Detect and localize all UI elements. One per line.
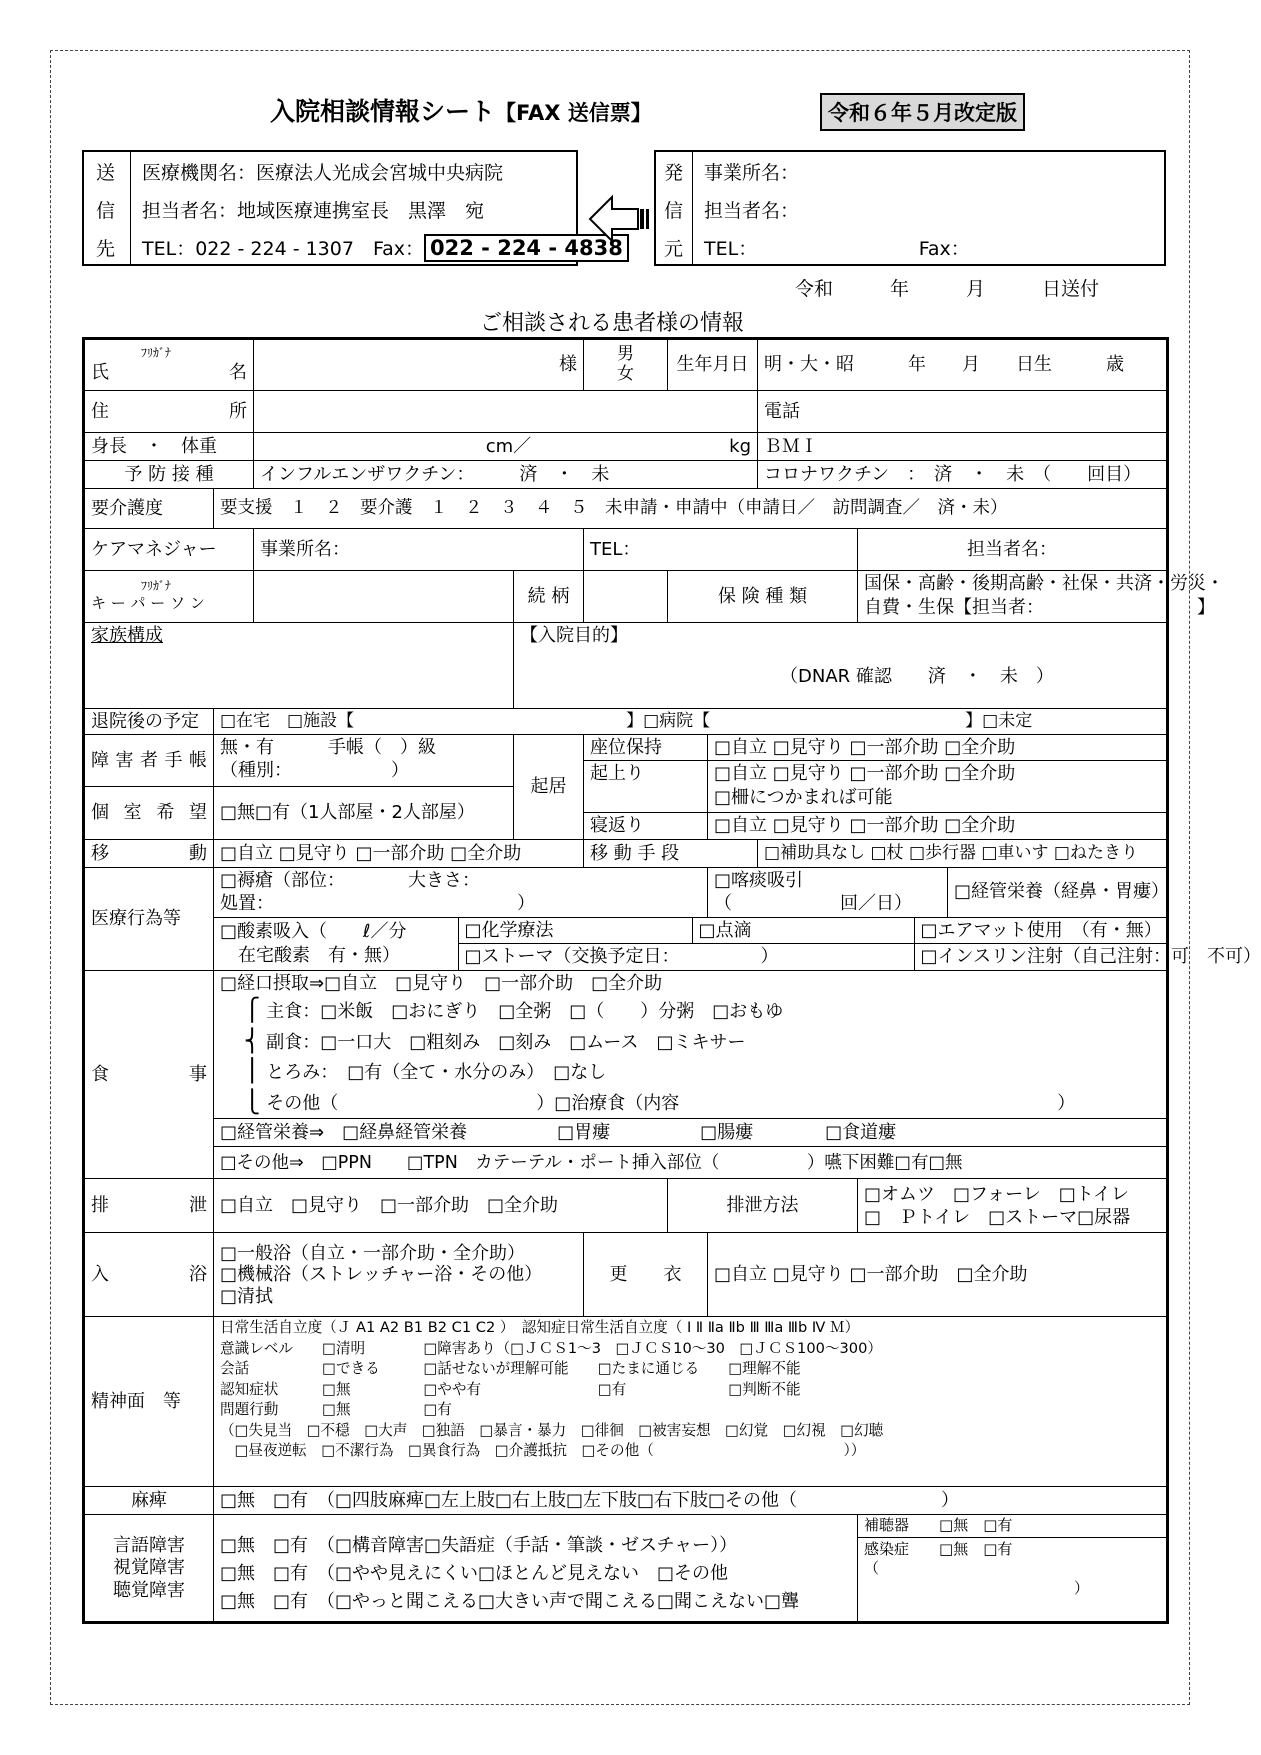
care-level-field[interactable]: 要支援 １ ２ 要介護 １ ２ ３ ４ ５ 未申請・申請中（申請日／ 訪問調査／ 済・未）	[214, 489, 1168, 529]
care-level-label: 要介護度	[84, 489, 214, 529]
excretion-label: 排 泄	[84, 1179, 214, 1233]
send-from-box	[654, 150, 1166, 266]
hearing-aid-field[interactable]: 補聴器 □無 □有	[858, 1515, 1166, 1538]
meal-thickener-field[interactable]: ⎪ とろみ： □有（全て・水分のみ） □なし	[214, 1057, 1168, 1088]
discharge-label: 退院後の予定	[84, 708, 214, 734]
turning-field[interactable]: □自立 □見守り □一部介助 □全介助	[708, 813, 1168, 839]
meal-others-field[interactable]: □その他⇒ □PPN □TPN カテーテル・ポート挿入部位（ ）嚥下困難□有□無	[214, 1147, 1168, 1179]
send-to-hospital: 医療機関名：医療法人光成会宮城中央病院	[142, 162, 504, 184]
name-field[interactable]: 様	[254, 339, 584, 391]
birth-label: 生年月日	[668, 339, 758, 391]
getup-field[interactable]: □自立 □見守り □一部介助 □全介助 □柵につかまれば可能	[708, 761, 1168, 813]
dressing-label: 更 衣	[584, 1233, 708, 1317]
bedsore-field[interactable]: □褥瘡（部位： 大きさ： 処置： ）	[214, 867, 708, 917]
dnar-check: （DNAR 確認 済 ・ 未 ）	[780, 665, 1054, 687]
suction-field[interactable]: □喀痰吸引 （ 回／日）	[708, 867, 948, 917]
mental-label: 精神面 等	[84, 1317, 214, 1487]
move-field[interactable]: □自立 □見守り □一部介助 □全介助	[214, 839, 584, 867]
sitting-label: 座位保持	[584, 734, 708, 760]
turning-label: 寝返り	[584, 813, 708, 839]
cm-tel-field[interactable]: TEL：	[584, 529, 858, 571]
dressing-field[interactable]: □自立 □見守り □一部介助 □全介助	[708, 1233, 1168, 1317]
send-date[interactable]: 令和 年 月 日送付	[795, 278, 1100, 300]
sensory-field[interactable]: □無 □有 （□構音障害□失語症（手話・筆談・ゼスチャー）） □無 □有 （□やや見えにくい□ほとんど見えない □その他 □無 □有 （□やっと聞こえる□大きい声で聞こえる□聞こえない□聾	[214, 1515, 858, 1623]
meal-oral-field[interactable]: □経口摂取⇒□自立 □見守り □一部介助 □全介助	[214, 970, 1168, 996]
move-means-field[interactable]: □補助具なし □杖 □歩行器 □車いす □ねたきり	[758, 839, 1168, 867]
cm-person-field[interactable]: 担当者名：	[858, 529, 1168, 571]
room-label: 個 室 希 望	[84, 787, 214, 839]
discharge-field[interactable]: □在宅 □施設【 】□病院【 】□未定	[214, 708, 1168, 734]
paralysis-field[interactable]: □無 □有 （□四肢麻痺□左上肢□右上肢□左下肢□右下肢□その他（ ）	[214, 1487, 1168, 1515]
sensory-labels: 言語障害 視覚障害 聴覚障害	[84, 1515, 214, 1623]
room-field[interactable]: □無□有（1人部屋・2人部屋）	[214, 787, 514, 839]
excretion-method-label: 排泄方法	[668, 1179, 858, 1233]
phone-field[interactable]: 電話	[758, 391, 1168, 433]
flu-vaccine-field[interactable]: インフルエンザワクチン： 済 ・ 未	[254, 461, 758, 489]
chemo-field[interactable]: □化学療法	[458, 918, 692, 944]
family-field[interactable]: 家族構成	[84, 622, 514, 708]
page-title: 入院相談情報シート【FAX 送信票】	[270, 97, 652, 126]
getup-label: 起上り	[584, 761, 708, 813]
send-to-char: 送	[96, 162, 116, 184]
insurance-label: 保 険 種 類	[668, 571, 858, 623]
height-weight-field[interactable]: cm／ kg	[254, 433, 758, 461]
meal-other-field[interactable]: ⎩ その他（ ）□治療食（内容 ）	[214, 1088, 1168, 1119]
meal-label: 食 事	[84, 970, 214, 1179]
infection-field[interactable]: 感染症 □無 □有 （ ）	[864, 1539, 1090, 1597]
purpose-field[interactable]: 【入院目的】 （DNAR 確認 済 ・ 未 ）	[514, 622, 1168, 708]
excretion-field[interactable]: □自立 □見守り □一部介助 □全介助	[214, 1179, 668, 1233]
send-from-char: 元	[664, 238, 684, 260]
send-from-person[interactable]: 担当者名：	[704, 200, 800, 222]
send-to-char: 先	[96, 238, 116, 260]
vaccination-label: 予 防 接 種	[84, 461, 254, 489]
address-field[interactable]	[254, 391, 758, 433]
relation-label: 続 柄	[514, 571, 584, 623]
drip-field[interactable]: □点滴	[692, 918, 914, 944]
height-weight-label: 身長 ・ 体重	[84, 433, 254, 461]
birth-field[interactable]: 明・大・昭 年 月 日生 歳	[758, 339, 1168, 391]
excretion-method-field[interactable]: □オムツ □フォーレ □トイレ □ Ｐトイレ □ストーマ□尿器	[858, 1179, 1168, 1233]
name-label-cell: ﾌﾘｶﾞﾅ 氏 名	[84, 339, 254, 391]
insurance-field[interactable]: 国保・高齢・後期高齢・社保・共済・労災・ 自費・生保【担当者： 】	[858, 571, 1168, 623]
patient-info-table	[82, 337, 1261, 1624]
move-label: 移 動	[84, 839, 214, 867]
cm-office-field[interactable]: 事業所名：	[254, 529, 584, 571]
address-label: 住 所	[84, 391, 254, 433]
send-to-char: 信	[96, 200, 116, 222]
left-arrow-icon	[588, 195, 652, 243]
bath-label: 入 浴	[84, 1233, 214, 1317]
stoma-field[interactable]: □ストーマ（交換予定日： ）	[458, 944, 914, 970]
send-to-person: 担当者名：地域医療連携室長 黒澤 宛	[142, 200, 485, 222]
key-person-field[interactable]	[254, 571, 514, 623]
send-to-box	[82, 150, 623, 266]
rising-label: 起居	[514, 734, 584, 839]
paralysis-label: 麻痺	[84, 1487, 214, 1515]
air-mat-field[interactable]: □エアマット使用 （有・無）	[914, 918, 1166, 944]
disability-field[interactable]: 無・有 手帳（ ）級 （種別： ）	[214, 734, 514, 786]
bmi-field[interactable]: ＢＭＩ	[758, 433, 1168, 461]
meal-side-field[interactable]: ⎨ 副食：□一口大 □粗刻み □刻み □ムース □ミキサー	[214, 1027, 1168, 1058]
send-from-office[interactable]: 事業所名：	[704, 162, 800, 184]
send-from-char: 信	[664, 200, 684, 222]
medical-label: 医療行為等	[84, 867, 214, 970]
brace-icon: ⎧	[244, 998, 261, 1024]
sex-field[interactable]: 男 女	[584, 339, 668, 391]
disability-label: 障害者手帳	[84, 734, 214, 786]
bath-field[interactable]: □一般浴（自立・一部介助・全介助） □機械浴（ストレッチャー浴・その他） □清拭	[214, 1233, 584, 1317]
send-to-fax: 022 - 224 - 4838	[424, 234, 629, 262]
insulin-field[interactable]: □インスリン注射（自己注射：可 不可）	[914, 944, 1166, 970]
section-title: ご相談される患者様の情報	[480, 311, 745, 336]
send-from-char: 発	[664, 162, 684, 184]
aid-infection-cell	[858, 1515, 1168, 1623]
meal-staple-field[interactable]: ⎧ 主食：□米飯 □おにぎり □全粥 □（ ）分粥 □おもゆ	[214, 996, 1168, 1027]
key-person-label: ﾌﾘｶﾞﾅ キ ー パ ー ソ ン	[84, 571, 254, 623]
tube-feeding-field[interactable]: □経管栄養（経鼻・胃瘻）	[948, 867, 1168, 917]
edition-badge: 令和６年５月改定版	[820, 93, 1025, 131]
send-to-contact: TEL：022 - 224 - 1307 Fax： 022 - 224 - 4838	[142, 234, 629, 261]
care-manager-label: ケアマネジャー	[84, 529, 254, 571]
medical-sub-cell	[214, 917, 1261, 970]
oxygen-field[interactable]: □酸素吸入（ ℓ／分 在宅酸素 有・無）	[214, 918, 458, 970]
corona-vaccine-field[interactable]: コロナワクチン ： 済 ・ 未 （ 回目）	[758, 461, 1168, 489]
mental-field[interactable]: 日常生活自立度（Ｊ A1 A2 B1 B2 C1 C2 ） 認知症日常生活自立度（ Ⅰ Ⅱ Ⅱa Ⅱb Ⅲ Ⅲa Ⅲb Ⅳ Ｍ） 意識レベル □清明 □障害あり（□ＪＣＳ1～3 □ＪＣＳ10～30 □ＪＣＳ100～300） 会話 □できる □話せないが理解可能 □たまに通じる □理解不能 認知症状 □無 □やや有 □有 □判断不能 問題行動 □無 □有 （□失見当 □不穏 □大声 □独語 □暴言・暴力 □徘徊 □被害妄想 □幻覚 □幻視 □幻聴 □昼夜逆転 □不潔行為 □異食行為 □介護抵抗 □その他（ ））	[214, 1317, 1168, 1487]
meal-tube-field[interactable]: □経管栄養⇒ □経鼻経管栄養 □胃瘻 □腸瘻 □食道瘻	[214, 1119, 1168, 1147]
sitting-field[interactable]: □自立 □見守り □一部介助 □全介助	[708, 734, 1168, 760]
move-means-label: 移 動 手 段	[584, 839, 758, 867]
send-from-contact[interactable]: TEL： Fax：	[704, 238, 970, 260]
relation-field[interactable]	[584, 571, 668, 623]
